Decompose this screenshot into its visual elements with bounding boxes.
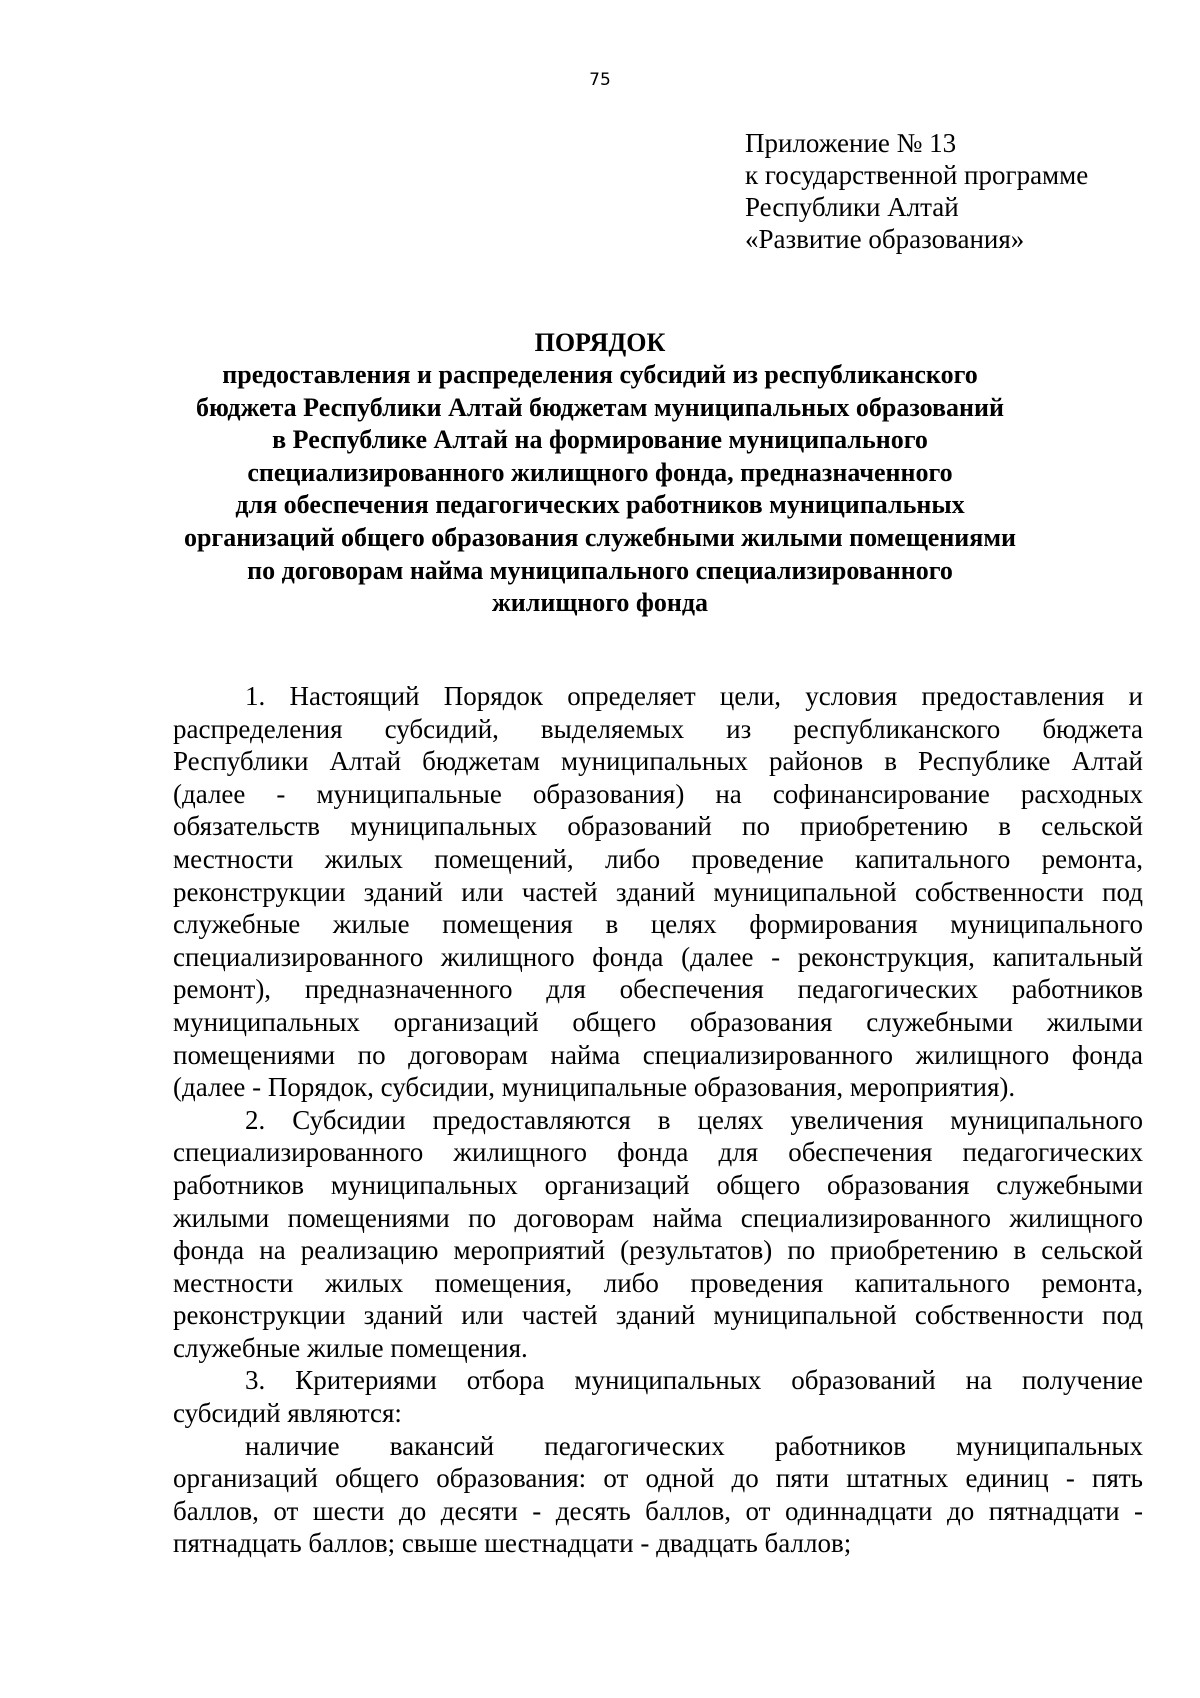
paragraph-3: [173, 1364, 1143, 1429]
page-number: 75: [589, 70, 611, 90]
text-line: реконструкции зданий или частей зданий муниципальной собственности под: [173, 876, 1143, 907]
text-line: местности жилых помещений, либо проведение капитального ремонта,: [173, 843, 1143, 874]
text-line: ремонт), предназначенного для обеспечения педагогических работников: [173, 974, 1143, 1005]
subtitle-line: предоставления и распределения субсидий из республиканского: [222, 360, 978, 389]
text-line: служебные жилые помещения.: [173, 1332, 528, 1363]
text-line: работников муниципальных организаций общего образования служебными: [173, 1169, 1143, 1200]
text-line: реконструкции зданий или частей зданий муниципальной собственности под: [173, 1300, 1143, 1331]
text-line: 1. Настоящий Порядок определяет цели, условия предоставления и: [245, 681, 1143, 711]
document-title: ПОРЯДОК: [534, 328, 666, 357]
text-line: служебные жилые помещения в целях формирования муниципального: [173, 909, 1143, 940]
text-line: муниципальных организаций общего образования служебными жилыми: [173, 1006, 1143, 1037]
text-line: специализированного жилищного фонда (далее - реконструкция, капитальный: [173, 941, 1143, 972]
text-line: наличие вакансий педагогических работников муниципальных: [245, 1430, 1143, 1461]
subtitle-line: в Республике Алтай на формирование муниципального: [272, 425, 928, 455]
text-line: 3. Критериями отбора муниципальных образований на получение: [245, 1365, 1143, 1396]
text-line: субсидий являются:: [173, 1398, 402, 1429]
paragraph-1: [173, 680, 1143, 1104]
text-line: фонда на реализацию мероприятий (результатов) по приобретению в сельской: [173, 1235, 1143, 1266]
text-line: баллов, от шести до десяти - десять баллов, от одиннадцати до пятнадцати -: [173, 1495, 1143, 1526]
subtitle-line: для обеспечения педагогических работников муниципальных: [235, 490, 965, 520]
text-line: Республики Алтай бюджетам муниципальных районов в Республике Алтай: [173, 746, 1143, 777]
paragraph-2: [173, 1104, 1143, 1365]
text-line: жилыми помещениями по договорам найма специализированного жилищного: [173, 1202, 1143, 1233]
subtitle-line: специализированного жилищного фонда, предназначенного: [247, 457, 953, 487]
document-body: [173, 680, 1143, 1560]
text-line: распределения субсидий, выделяемых из республиканского бюджета: [173, 713, 1143, 744]
appendix-line: Приложение № 13: [745, 128, 957, 158]
appendix-line: Республики Алтай: [745, 192, 959, 222]
subtitle-line: жилищного фонда: [491, 588, 709, 618]
text-line: организаций общего образования: от одной до пяти штатных единиц - пять: [173, 1463, 1143, 1494]
subtitle-line: организаций общего образования служебными жилыми помещениями: [183, 522, 1017, 552]
text-line: пятнадцать баллов; свыше шестнадцати - двадцать баллов;: [173, 1528, 852, 1559]
subtitle-line: бюджета Республики Алтай бюджетам муниципальных образований: [196, 392, 1004, 422]
subtitle-line: по договорам найма муниципального специализированного: [247, 555, 953, 585]
text-line: (далее - Порядок, субсидии, муниципальные образования, мероприятия).: [173, 1072, 1016, 1103]
text-line: местности жилых помещения, либо проведения капитального ремонта,: [173, 1267, 1143, 1298]
text-line: специализированного жилищного фонда для обеспечения педагогических: [173, 1137, 1143, 1168]
document-subtitle: [0, 359, 1200, 620]
paragraph-4: [173, 1430, 1143, 1560]
text-line: (далее - муниципальные образования) на софинансирование расходных: [173, 778, 1143, 809]
text-line: помещениями по договорам найма специализированного жилищного фонда: [173, 1039, 1143, 1070]
appendix-line: «Развитие образования»: [745, 224, 1025, 254]
text-line: 2. Субсидии предоставляются в целях увеличения муниципального: [245, 1104, 1143, 1135]
appendix-line: к государственной программе: [745, 160, 1089, 190]
text-line: обязательств муниципальных образований по приобретению в сельской: [173, 811, 1143, 842]
appendix-block: [745, 127, 1088, 255]
